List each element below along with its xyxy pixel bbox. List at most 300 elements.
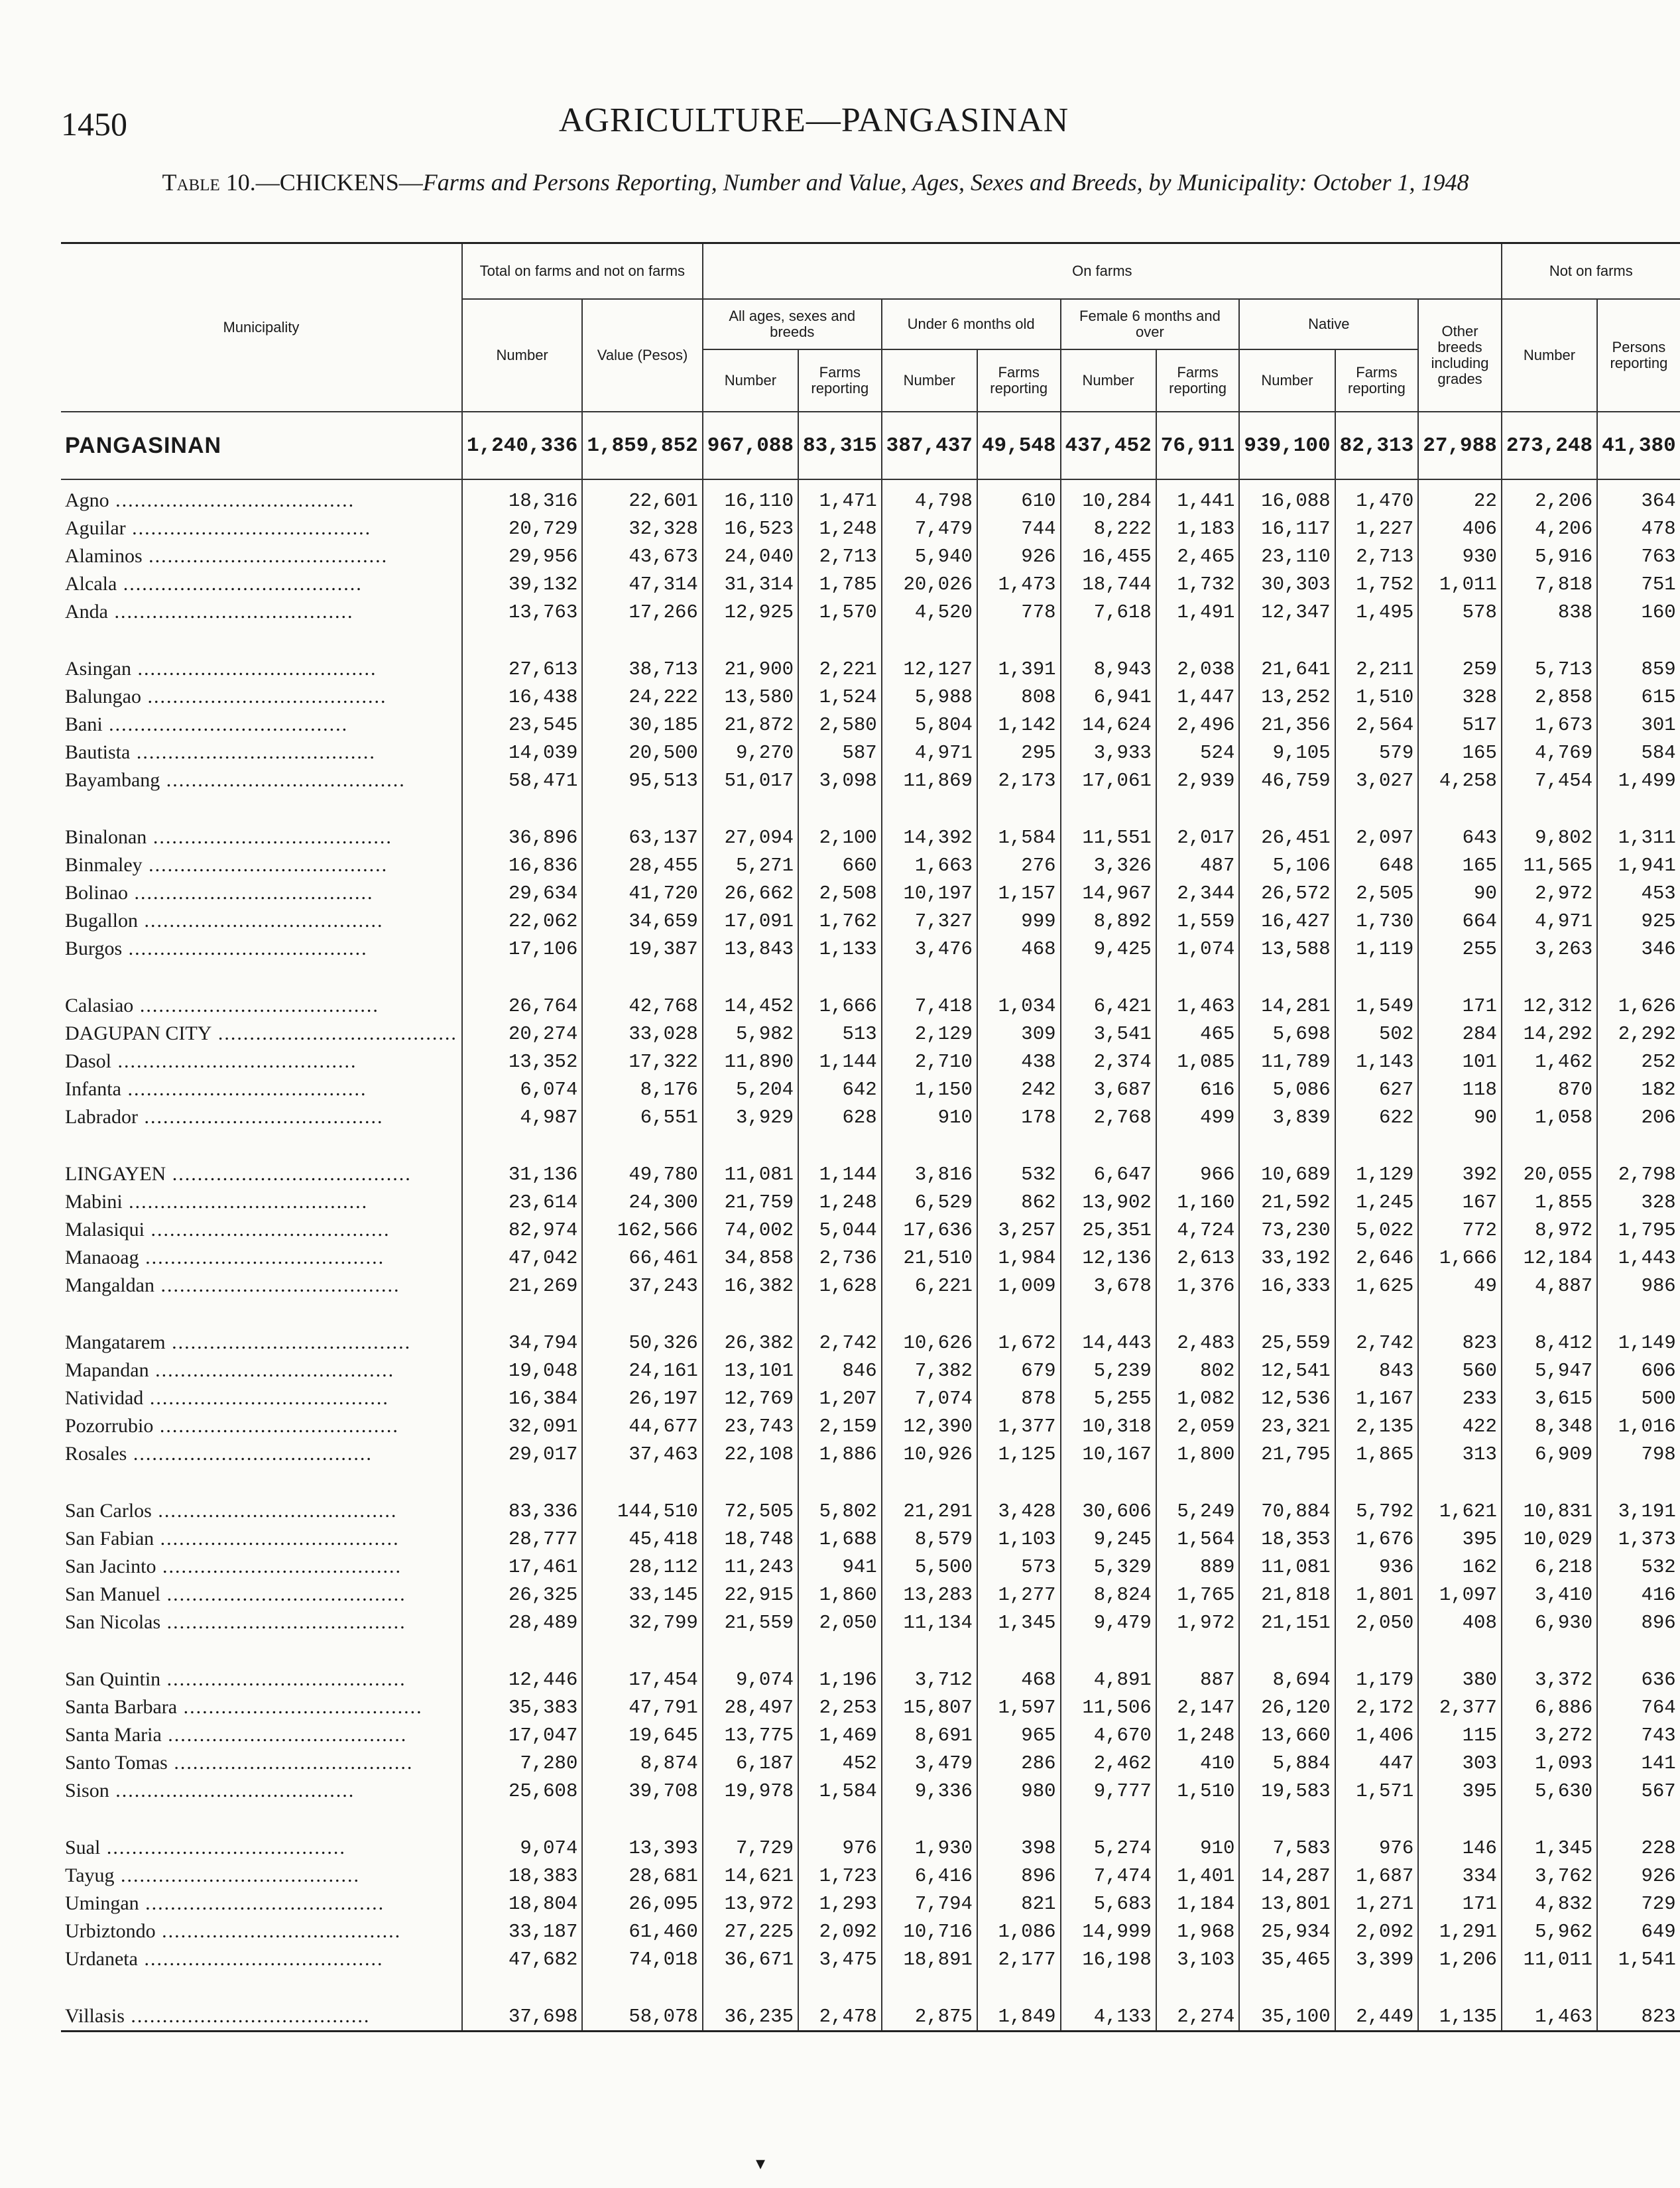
table-subject: —CHICKENS— [255, 169, 423, 196]
value-cell: 1,687 [1335, 1862, 1419, 1890]
value-cell: 301 [1597, 711, 1680, 739]
value-cell: 19,645 [582, 1721, 702, 1749]
value-cell: 21,269 [462, 1272, 582, 1300]
spacer-cell [582, 626, 702, 655]
municipality-cell: Aguilar ..... [61, 515, 462, 542]
value-cell: 34,794 [462, 1329, 582, 1357]
header-under6-farms: Farms reporting [977, 349, 1061, 412]
table-row [61, 598, 1680, 626]
table-row [61, 1440, 1680, 1468]
value-cell: 2,646 [1335, 1244, 1419, 1272]
value-cell: 478 [1597, 515, 1680, 542]
value-cell: 2,172 [1335, 1693, 1419, 1721]
value-cell: 19,387 [582, 935, 702, 963]
value-cell: 16,110 [703, 479, 798, 515]
value-cell: 11,890 [703, 1048, 798, 1075]
value-cell: 643 [1418, 823, 1502, 851]
value-cell: 21,559 [703, 1609, 798, 1636]
spacer-cell [61, 963, 462, 992]
value-cell: 16,117 [1239, 515, 1335, 542]
value-cell: 3,326 [1061, 851, 1156, 879]
value-cell: 1,097 [1418, 1581, 1502, 1609]
table-row [61, 1666, 1680, 1693]
value-cell: 21,872 [703, 711, 798, 739]
value-cell: 679 [977, 1357, 1061, 1384]
value-cell: 5,988 [882, 683, 977, 711]
value-cell: 6,074 [462, 1075, 582, 1103]
value-cell: 12,390 [882, 1412, 977, 1440]
value-cell: 649 [1597, 1917, 1680, 1945]
spacer-cell [1418, 1805, 1502, 1834]
value-cell: 6,218 [1502, 1553, 1597, 1581]
value-cell: 889 [1156, 1553, 1240, 1581]
value-cell: 36,235 [703, 2002, 798, 2032]
value-cell: 101 [1418, 1048, 1502, 1075]
value-cell: 729 [1597, 1890, 1680, 1917]
value-cell: 778 [977, 598, 1061, 626]
value-cell: 252 [1597, 1048, 1680, 1075]
value-cell: 35,465 [1239, 1945, 1335, 1973]
value-cell: 5,204 [703, 1075, 798, 1103]
table-row [61, 766, 1680, 794]
spacer-cell [582, 1468, 702, 1497]
municipality-cell: Tayug ..... [61, 1862, 462, 1890]
spacer-cell [61, 1300, 462, 1329]
value-cell: 1,752 [1335, 570, 1419, 598]
value-cell: 18,744 [1061, 570, 1156, 598]
value-cell: 4,971 [1502, 907, 1597, 935]
value-cell: 2,939 [1156, 766, 1240, 794]
value-cell: 178 [977, 1103, 1061, 1131]
value-cell: 1,179 [1335, 1666, 1419, 1693]
municipality-cell: Asingan ..... [61, 655, 462, 683]
value-cell: 1,628 [798, 1272, 882, 1300]
municipality-cell: Mangatarem ..... [61, 1329, 462, 1357]
value-cell: 3,098 [798, 766, 882, 794]
value-cell: 1,930 [882, 1834, 977, 1862]
value-cell: 1,207 [798, 1384, 882, 1412]
municipality-cell: Bugallon ..... [61, 907, 462, 935]
spacer-cell [1418, 1300, 1502, 1329]
value-cell: 664 [1418, 907, 1502, 935]
value-cell: 26,451 [1239, 823, 1335, 851]
spacer-cell [798, 794, 882, 823]
value-cell: 167 [1418, 1188, 1502, 1216]
spacer-cell [1597, 1636, 1680, 1666]
value-cell: 328 [1597, 1188, 1680, 1216]
spacer-cell [703, 626, 798, 655]
value-cell: 21,356 [1239, 711, 1335, 739]
value-cell: 10,831 [1502, 1497, 1597, 1525]
value-cell: 2,508 [798, 879, 882, 907]
value-cell: 20,729 [462, 515, 582, 542]
value-cell: 20,500 [582, 739, 702, 766]
value-cell: 395 [1418, 1777, 1502, 1805]
spacer-cell [798, 1131, 882, 1160]
municipality-cell: Sual ..... [61, 1834, 462, 1862]
value-cell: 27,225 [703, 1917, 798, 1945]
spacer-cell [703, 1973, 798, 2002]
value-cell: 1,085 [1156, 1048, 1240, 1075]
value-cell: 6,886 [1502, 1693, 1597, 1721]
spacer-cell [703, 1131, 798, 1160]
spacer-cell [462, 1636, 582, 1666]
spacer-cell [61, 1805, 462, 1834]
spacer-cell [582, 1805, 702, 1834]
value-cell: 17,454 [582, 1666, 702, 1693]
value-cell: 206 [1597, 1103, 1680, 1131]
value-cell: 1,377 [977, 1412, 1061, 1440]
value-cell: 33,145 [582, 1581, 702, 1609]
value-cell: 11,506 [1061, 1693, 1156, 1721]
spacer-cell [1061, 1468, 1156, 1497]
value-cell: 259 [1418, 655, 1502, 683]
value-cell: 346 [1597, 935, 1680, 963]
value-cell: 276 [977, 851, 1061, 879]
table-title: Farms and Persons Reporting, Number and Value, Ages, Sexes and Breeds, by Municipality: October 1, 1948 [422, 169, 1469, 196]
value-cell: 2,038 [1156, 655, 1240, 683]
table-row [61, 1834, 1680, 1862]
municipality-cell: San Nicolas ..... [61, 1609, 462, 1636]
value-cell: 2,564 [1335, 711, 1419, 739]
value-cell: 3,191 [1597, 1497, 1680, 1525]
municipality-cell: Mabini ..... [61, 1188, 462, 1216]
value-cell: 8,348 [1502, 1412, 1597, 1440]
spacer-cell [703, 794, 798, 823]
value-cell: 45,418 [582, 1525, 702, 1553]
header-other-breeds: Other breeds including grades [1418, 299, 1502, 412]
value-cell: 8,972 [1502, 1216, 1597, 1244]
value-cell: 502 [1335, 1020, 1419, 1048]
value-cell: 1,150 [882, 1075, 977, 1103]
value-cell: 21,900 [703, 655, 798, 683]
value-cell: 438 [977, 1048, 1061, 1075]
value-cell: 1,183 [1156, 515, 1240, 542]
municipality-cell: San Jacinto ..... [61, 1553, 462, 1581]
value-cell: 5,630 [1502, 1777, 1597, 1805]
value-cell: 1,463 [1156, 992, 1240, 1020]
value-cell: 37,698 [462, 2002, 582, 2032]
spacer-cell [977, 1468, 1061, 1497]
group-spacer [61, 1468, 1680, 1497]
value-cell: 228 [1597, 1834, 1680, 1862]
spacer-cell [1335, 963, 1419, 992]
value-cell: 1,248 [798, 1188, 882, 1216]
value-cell: 1,886 [798, 1440, 882, 1468]
table-row [61, 935, 1680, 963]
value-cell: 3,929 [703, 1103, 798, 1131]
value-cell: 14,287 [1239, 1862, 1335, 1890]
spacer-cell [1597, 1300, 1680, 1329]
table-row [61, 1272, 1680, 1300]
table-row [61, 851, 1680, 879]
table-row [61, 1609, 1680, 1636]
spacer-cell [462, 1973, 582, 2002]
value-cell: 6,416 [882, 1862, 977, 1890]
value-cell: 1,495 [1335, 598, 1419, 626]
table-row [61, 1777, 1680, 1805]
header-all-ages-number: Number [703, 349, 798, 412]
table-row [61, 2002, 1680, 2032]
value-cell: 627 [1335, 1075, 1419, 1103]
value-cell: 28,497 [703, 1693, 798, 1721]
total-cell: 273,248 [1502, 412, 1597, 479]
value-cell: 4,520 [882, 598, 977, 626]
municipality-cell: LINGAYEN ..... [61, 1160, 462, 1188]
spacer-cell [582, 1973, 702, 2002]
spacer-cell [1239, 1973, 1335, 2002]
value-cell: 2,875 [882, 2002, 977, 2032]
value-cell: 3,475 [798, 1945, 882, 1973]
value-cell: 13,843 [703, 935, 798, 963]
value-cell: 17,047 [462, 1721, 582, 1749]
spacer-cell [1061, 1805, 1156, 1834]
value-cell: 823 [1418, 1329, 1502, 1357]
spacer-cell [798, 1636, 882, 1666]
value-cell: 1,584 [977, 823, 1061, 851]
value-cell: 10,029 [1502, 1525, 1597, 1553]
value-cell: 980 [977, 1777, 1061, 1805]
value-cell: 5,804 [882, 711, 977, 739]
value-cell: 8,579 [882, 1525, 977, 1553]
group-spacer [61, 1300, 1680, 1329]
value-cell: 33,187 [462, 1917, 582, 1945]
value-cell: 21,291 [882, 1497, 977, 1525]
value-cell: 1,401 [1156, 1862, 1240, 1890]
value-cell: 406 [1418, 515, 1502, 542]
value-cell: 2,449 [1335, 2002, 1419, 2032]
value-cell: 1,626 [1597, 992, 1680, 1020]
value-cell: 1,291 [1418, 1917, 1502, 1945]
header-all-ages: All ages, sexes and breeds [703, 299, 882, 349]
value-cell: 1,564 [1156, 1525, 1240, 1553]
spacer-cell [1156, 794, 1240, 823]
value-cell: 14,443 [1061, 1329, 1156, 1357]
value-cell: 823 [1597, 2002, 1680, 2032]
value-cell: 380 [1418, 1666, 1502, 1693]
spacer-cell [1502, 1973, 1597, 2002]
municipality-cell: Malasiqui ..... [61, 1216, 462, 1244]
value-cell: 43,673 [582, 542, 702, 570]
spacer-cell [1061, 1973, 1156, 2002]
table-row [61, 1188, 1680, 1216]
value-cell: 1,470 [1335, 479, 1419, 515]
header-under6: Under 6 months old [882, 299, 1061, 349]
value-cell: 61,460 [582, 1917, 702, 1945]
value-cell: 26,095 [582, 1890, 702, 1917]
total-cell: 1,859,852 [582, 412, 702, 479]
value-cell: 1,245 [1335, 1188, 1419, 1216]
header-under6-number: Number [882, 349, 977, 412]
value-cell: 5,022 [1335, 1216, 1419, 1244]
value-cell: 10,284 [1061, 479, 1156, 515]
value-cell: 26,382 [703, 1329, 798, 1357]
value-cell: 364 [1597, 479, 1680, 515]
value-cell: 9,245 [1061, 1525, 1156, 1553]
value-cell: 468 [977, 1666, 1061, 1693]
value-cell: 5,962 [1502, 1917, 1597, 1945]
table-row [61, 1553, 1680, 1581]
value-cell: 7,382 [882, 1357, 977, 1384]
group-spacer [61, 794, 1680, 823]
value-cell: 1,093 [1502, 1749, 1597, 1777]
value-cell: 5,044 [798, 1216, 882, 1244]
table-row [61, 1412, 1680, 1440]
table-row [61, 570, 1680, 598]
value-cell: 3,372 [1502, 1666, 1597, 1693]
value-cell: 821 [977, 1890, 1061, 1917]
municipality-cell: Binmaley ..... [61, 851, 462, 879]
spacer-cell [1335, 794, 1419, 823]
value-cell: 12,127 [882, 655, 977, 683]
value-cell: 5,086 [1239, 1075, 1335, 1103]
value-cell: 36,896 [462, 823, 582, 851]
municipality-cell: Villasis ..... [61, 2002, 462, 2032]
spacer-cell [61, 1636, 462, 1666]
value-cell: 11,081 [1239, 1553, 1335, 1581]
value-cell: 182 [1597, 1075, 1680, 1103]
value-cell: 926 [977, 542, 1061, 570]
value-cell: 859 [1597, 655, 1680, 683]
value-cell: 51,017 [703, 766, 798, 794]
spacer-cell [1335, 1636, 1419, 1666]
value-cell: 1,673 [1502, 711, 1597, 739]
value-cell: 8,412 [1502, 1329, 1597, 1357]
value-cell: 28,777 [462, 1525, 582, 1553]
value-cell: 1,621 [1418, 1497, 1502, 1525]
table-row [61, 1103, 1680, 1131]
value-cell: 986 [1597, 1272, 1680, 1300]
value-cell: 1,663 [882, 851, 977, 879]
value-cell: 25,351 [1061, 1216, 1156, 1244]
value-cell: 29,956 [462, 542, 582, 570]
value-cell: 19,048 [462, 1357, 582, 1384]
spacer-cell [1597, 794, 1680, 823]
value-cell: 21,641 [1239, 655, 1335, 683]
value-cell: 751 [1597, 570, 1680, 598]
value-cell: 10,167 [1061, 1440, 1156, 1468]
value-cell: 5,255 [1061, 1384, 1156, 1412]
value-cell: 12,136 [1061, 1244, 1156, 1272]
table-row [61, 907, 1680, 935]
value-cell: 25,608 [462, 1777, 582, 1805]
value-cell: 95,513 [582, 766, 702, 794]
value-cell: 1,074 [1156, 935, 1240, 963]
value-cell: 8,943 [1061, 655, 1156, 683]
value-cell: 5,792 [1335, 1497, 1419, 1525]
spacer-cell [977, 1636, 1061, 1666]
value-cell: 286 [977, 1749, 1061, 1777]
value-cell: 13,101 [703, 1357, 798, 1384]
value-cell: 21,759 [703, 1188, 798, 1216]
spacer-cell [1156, 963, 1240, 992]
value-cell: 90 [1418, 879, 1502, 907]
value-cell: 18,748 [703, 1525, 798, 1553]
value-cell: 3,257 [977, 1216, 1061, 1244]
spacer-cell [1418, 963, 1502, 992]
value-cell: 10,926 [882, 1440, 977, 1468]
value-cell: 870 [1502, 1075, 1597, 1103]
value-cell: 1,499 [1597, 766, 1680, 794]
value-cell: 233 [1418, 1384, 1502, 1412]
table-row [61, 1384, 1680, 1412]
spacer-cell [882, 1636, 977, 1666]
value-cell: 14,621 [703, 1862, 798, 1890]
value-cell: 578 [1418, 598, 1502, 626]
value-cell: 16,438 [462, 683, 582, 711]
table-row [61, 542, 1680, 570]
value-cell: 37,243 [582, 1272, 702, 1300]
value-cell: 1,034 [977, 992, 1061, 1020]
value-cell: 18,353 [1239, 1525, 1335, 1553]
value-cell: 5,698 [1239, 1020, 1335, 1048]
spacer-cell [1597, 1131, 1680, 1160]
value-cell: 284 [1418, 1020, 1502, 1048]
value-cell: 1,248 [798, 515, 882, 542]
value-cell: 648 [1335, 851, 1419, 879]
value-cell: 1,227 [1335, 515, 1419, 542]
value-cell: 303 [1418, 1749, 1502, 1777]
value-cell: 10,197 [882, 879, 977, 907]
value-cell: 487 [1156, 851, 1240, 879]
value-cell: 29,634 [462, 879, 582, 907]
value-cell: 14,624 [1061, 711, 1156, 739]
spacer-cell [882, 1300, 977, 1329]
spacer-cell [798, 1300, 882, 1329]
value-cell: 744 [977, 515, 1061, 542]
header-on-farms-group: On farms [703, 243, 1502, 300]
value-cell: 1,129 [1335, 1160, 1419, 1188]
value-cell: 2,505 [1335, 879, 1419, 907]
spacer-cell [977, 1300, 1061, 1329]
table-row [61, 992, 1680, 1020]
value-cell: 17,636 [882, 1216, 977, 1244]
spacer-cell [1061, 1300, 1156, 1329]
value-cell: 11,565 [1502, 851, 1597, 879]
value-cell: 5,274 [1061, 1834, 1156, 1862]
value-cell: 41,720 [582, 879, 702, 907]
spacer-cell [1156, 1636, 1240, 1666]
value-cell: 29,017 [462, 1440, 582, 1468]
value-cell: 118 [1418, 1075, 1502, 1103]
value-cell: 2,206 [1502, 479, 1597, 515]
value-cell: 3,479 [882, 1749, 977, 1777]
value-cell: 1,559 [1156, 907, 1240, 935]
value-cell: 606 [1597, 1357, 1680, 1384]
spacer-cell [1502, 794, 1597, 823]
municipality-cell: Burgos ..... [61, 935, 462, 963]
spacer-cell [1597, 963, 1680, 992]
value-cell: 49,780 [582, 1160, 702, 1188]
value-cell: 1,984 [977, 1244, 1061, 1272]
value-cell: 499 [1156, 1103, 1240, 1131]
value-cell: 38,713 [582, 655, 702, 683]
value-cell: 15,807 [882, 1693, 977, 1721]
value-cell: 58,078 [582, 2002, 702, 2032]
value-cell: 453 [1597, 879, 1680, 907]
spacer-cell [1335, 1468, 1419, 1497]
spacer-cell [1335, 1131, 1419, 1160]
value-cell: 2,135 [1335, 1412, 1419, 1440]
spacer-cell [703, 1300, 798, 1329]
value-cell: 12,536 [1239, 1384, 1335, 1412]
spacer-cell [61, 1468, 462, 1497]
value-cell: 30,303 [1239, 570, 1335, 598]
value-cell: 2,713 [1335, 542, 1419, 570]
value-cell: 7,618 [1061, 598, 1156, 626]
value-cell: 4,206 [1502, 515, 1597, 542]
value-cell: 1,672 [977, 1329, 1061, 1357]
